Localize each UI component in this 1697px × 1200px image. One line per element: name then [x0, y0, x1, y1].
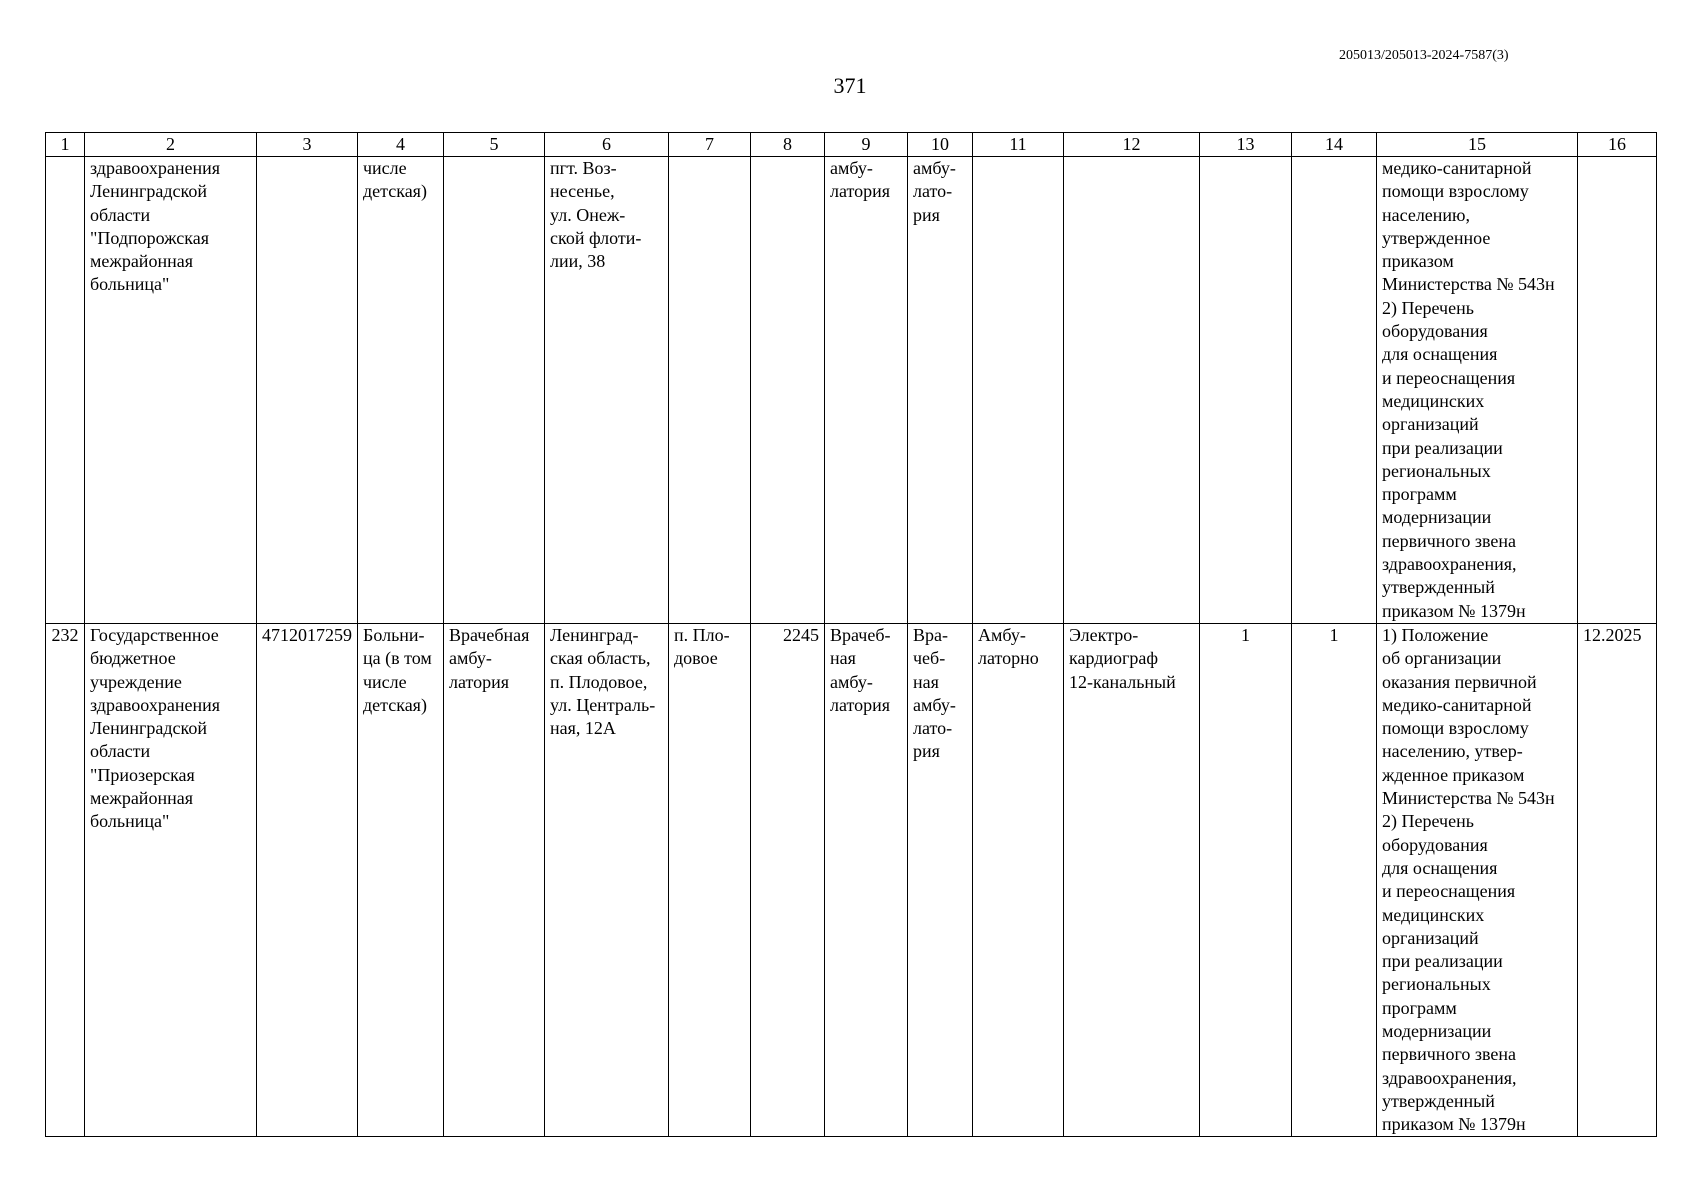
cell-regulation: медико-санитарной помощи взрослому населению, утвержденное приказом Министерства № 543н 2) Перечень оборудования для оснащения и переоснащения медицинских организаций при реализации региональных программ модернизации первичного звена здравоохранения, утвержденный приказом № 1379н — [1377, 157, 1578, 624]
cell-facility-type: числе детская) — [358, 157, 444, 624]
column-number: 8 — [751, 133, 825, 157]
cell-col9: амбу- латория — [825, 157, 908, 624]
cell-equipment — [1064, 157, 1200, 624]
column-number: 15 — [1377, 133, 1578, 157]
cell-row-number: 232 — [46, 623, 85, 1137]
column-number: 1 — [46, 133, 85, 157]
cell-date: 12.2025 — [1578, 623, 1657, 1137]
column-number-row — [46, 133, 1657, 157]
column-number: 2 — [85, 133, 257, 157]
table-row — [46, 623, 1657, 1137]
cell-quantity: 1 — [1200, 623, 1292, 1137]
cell-population: 2245 — [751, 623, 825, 1137]
table-row — [46, 157, 1657, 624]
data-table — [45, 132, 1657, 1137]
cell-col9: Врачеб- ная амбу- латория — [825, 623, 908, 1137]
cell-equipment: Электро- кардиограф 12-канальный — [1064, 623, 1200, 1137]
column-number: 7 — [669, 133, 751, 157]
page-number: 371 — [833, 73, 867, 98]
cell-col10: Вра- чеб- ная амбу- лато- рия — [908, 623, 973, 1137]
cell-settlement: п. Пло- довое — [669, 623, 751, 1137]
cell-inn — [257, 157, 358, 624]
cell-col10: амбу- лато- рия — [908, 157, 973, 624]
cell-quantity — [1200, 157, 1292, 624]
column-number: 13 — [1200, 133, 1292, 157]
cell-facility-type: Больни- ца (в том числе детская) — [358, 623, 444, 1137]
cell-regulation: 1) Положение об организации оказания первичной медико-санитарной помощи взрослому населению, утвер- жденное приказом Министерства № 543н 2) Перечень оборудования для оснащения и переоснащения медицинских организаций при реализации региональных программ модернизации первичного звена здравоохранения, утвержденный приказом № 1379н — [1377, 623, 1578, 1137]
column-number: 11 — [973, 133, 1064, 157]
cell-population — [751, 157, 825, 624]
column-number: 16 — [1578, 133, 1657, 157]
column-number: 12 — [1064, 133, 1200, 157]
column-number: 6 — [545, 133, 669, 157]
cell-quantity-total — [1292, 157, 1377, 624]
cell-unit-type — [444, 157, 545, 624]
cell-address: Ленинград- ская область, п. Плодовое, ул. Централь- ная, 12А — [545, 623, 669, 1137]
cell-settlement — [669, 157, 751, 624]
cell-inn: 4712017259 — [257, 623, 358, 1137]
cell-row-number — [46, 157, 85, 624]
document-id: 205013/205013-2024-7587(3) — [1339, 48, 1509, 63]
cell-care-condition: Амбу- латорно — [973, 623, 1064, 1137]
cell-unit-type: Врачебная амбу- латория — [444, 623, 545, 1137]
column-number: 4 — [358, 133, 444, 157]
cell-address: пгт. Воз- несенье, ул. Онеж- ской флоти- лии, 38 — [545, 157, 669, 624]
cell-quantity-total: 1 — [1292, 623, 1377, 1137]
cell-organization: здравоохранения Ленинградской области "Подпорожская межрайонная больница" — [85, 157, 257, 624]
cell-care-condition — [973, 157, 1064, 624]
cell-date — [1578, 157, 1657, 624]
column-number: 10 — [908, 133, 973, 157]
cell-organization: Государственное бюджетное учреждение здравоохранения Ленинградской области "Приозерская межрайонная больница" — [85, 623, 257, 1137]
column-number: 5 — [444, 133, 545, 157]
column-number: 9 — [825, 133, 908, 157]
column-number: 14 — [1292, 133, 1377, 157]
column-number: 3 — [257, 133, 358, 157]
